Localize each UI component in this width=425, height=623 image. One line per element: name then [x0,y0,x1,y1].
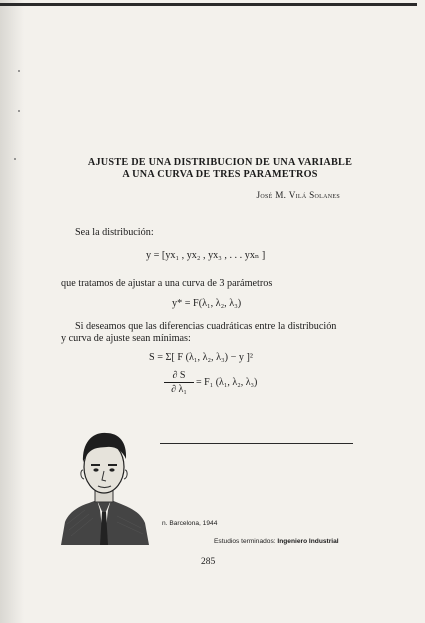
speck [18,70,20,72]
page-number: 285 [201,557,216,567]
equation-sum-squares: S = Σ[ F (λ₁, λ₂, λ₃) − y ]² [149,352,253,363]
studies-label: Estudios terminados: [214,538,276,545]
paragraph-fit: que tratamos de ajustar a una curva de 3 parámetros [61,278,273,289]
article-title-line-1: AJUSTE DE UNA DISTRIBUCION DE UNA VARIABLE [87,157,353,168]
author-studies [214,538,339,545]
equation-curve: y* = F(λ₁, λ₂, λ₃) [172,298,242,309]
article-title-line-2: A UNA CURVA DE TRES PARAMETROS [122,169,318,180]
author-name: José M. Vilá Solanes [256,190,340,200]
paragraph-condition-line-2: y curva de ajuste sean mínimas: [61,333,191,344]
equation-distribution: y = [yx₁ , yx₂ , yx₃ , . . . yxₙ ] [146,250,266,261]
author-portrait [55,424,154,545]
partial-derivative-fraction [164,370,194,395]
signature-line [160,443,353,444]
studies-value: Ingeniero Industrial [277,538,339,545]
top-rule [0,3,417,6]
fraction-numerator: ∂ S [164,370,194,383]
page-edge-shadow [0,0,24,623]
fraction-denominator: ∂ λ₁ [171,384,187,395]
paragraph-intro: Sea la distribución: [75,227,154,238]
speck [18,110,20,112]
paragraph-condition-line-1: Si deseamos que las diferencias cuadráticas entre la distribución [75,321,337,332]
speck [14,158,16,160]
equation-derivative-rhs: = F₁ (λ₁, λ₂, λ₃) [196,377,258,388]
author-birth: n. Barcelona, 1944 [162,520,218,527]
